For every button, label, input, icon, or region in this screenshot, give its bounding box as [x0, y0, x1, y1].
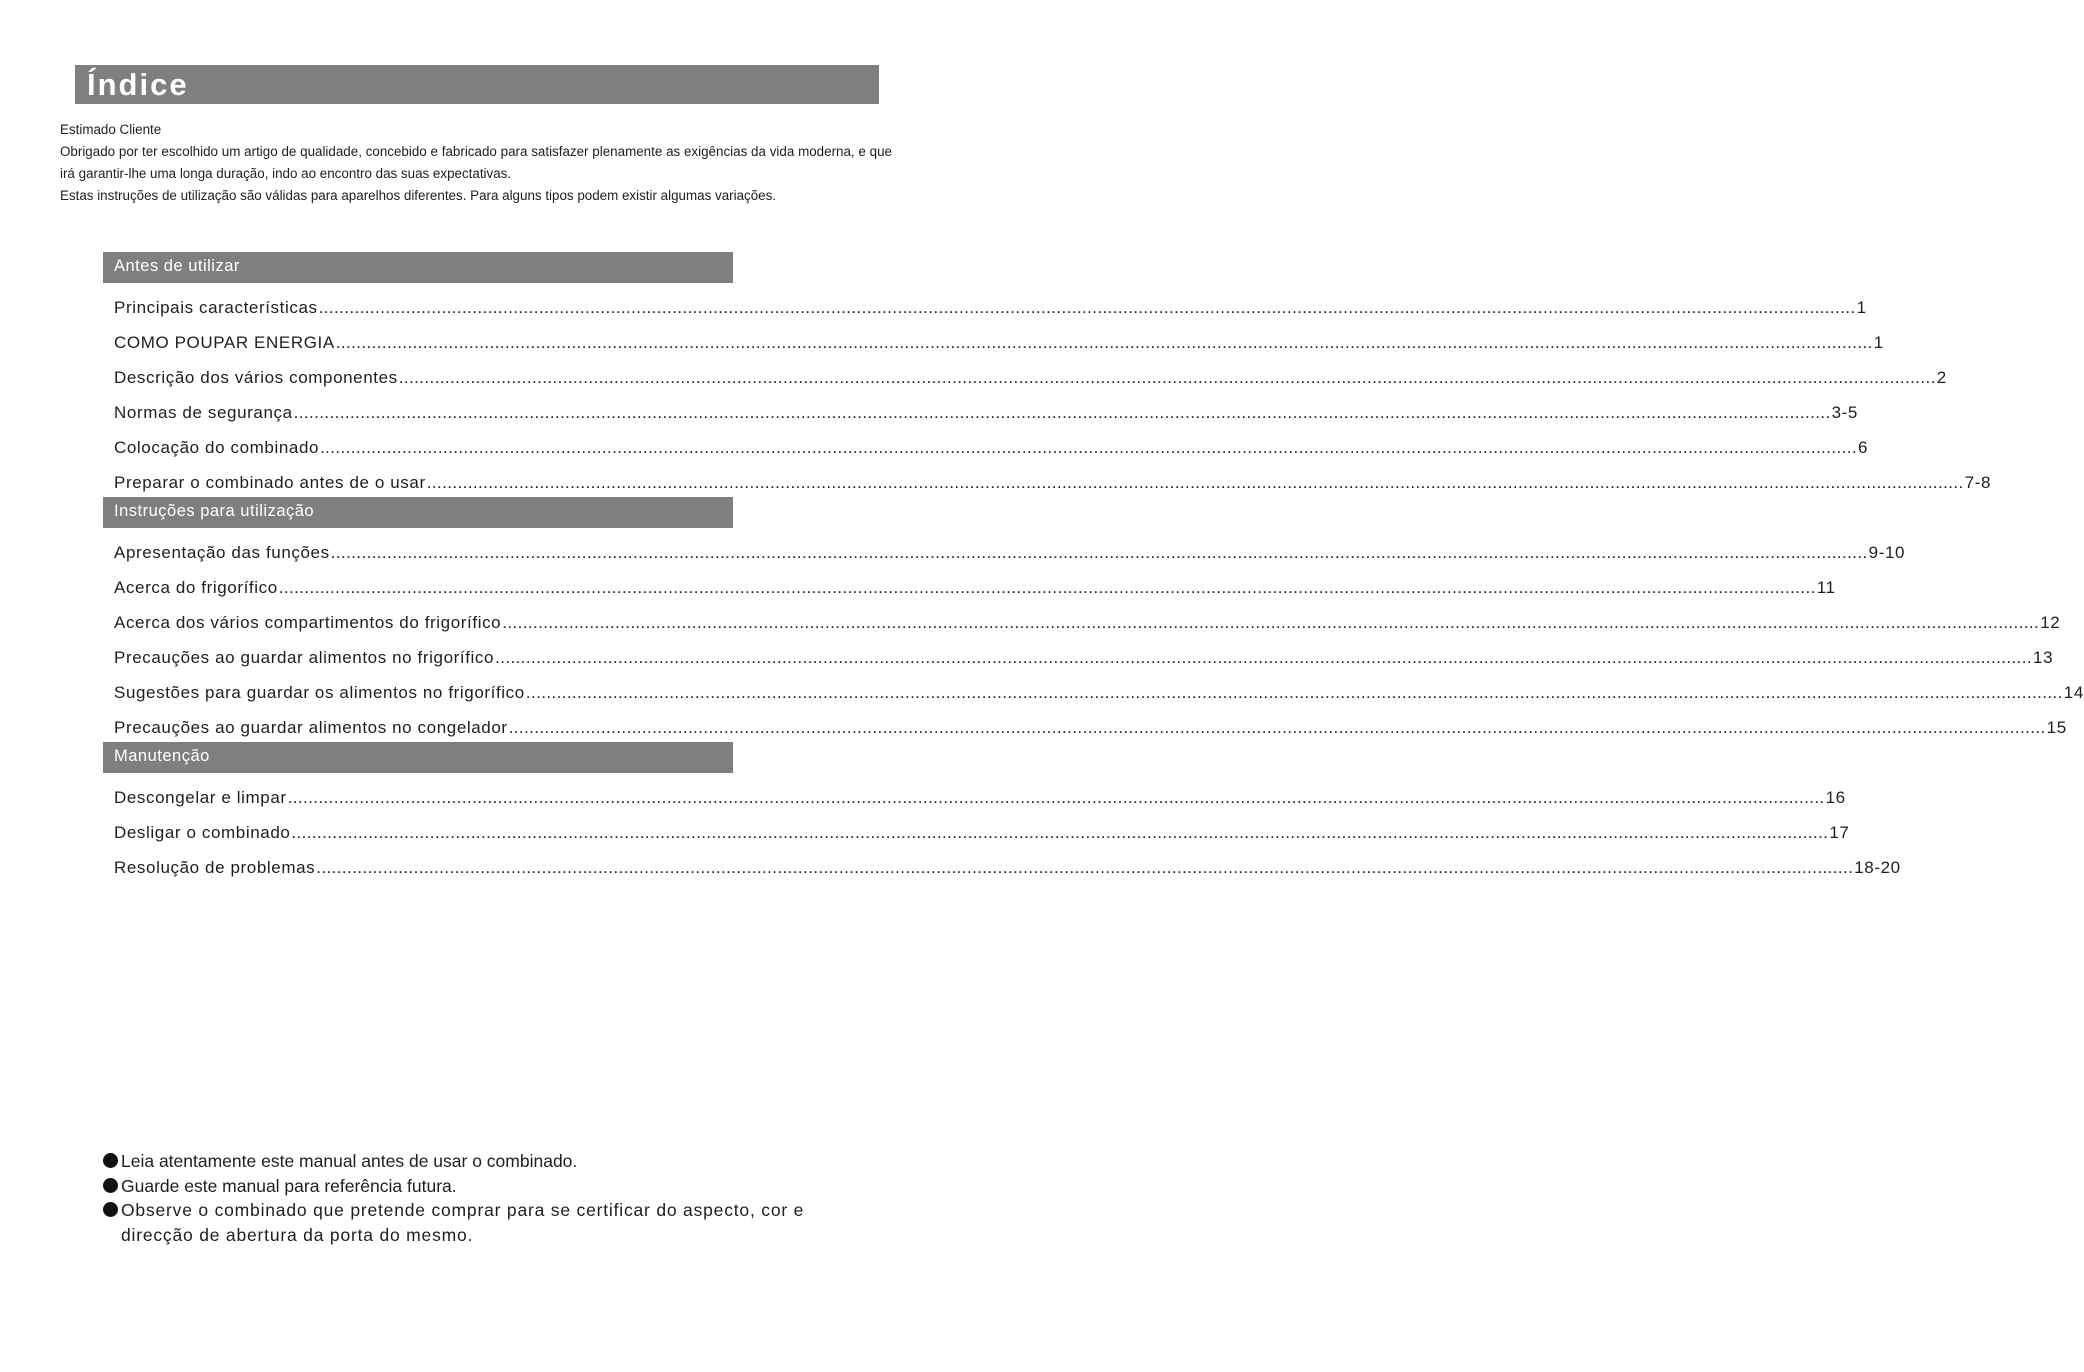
- page-title: Índice: [87, 67, 189, 102]
- toc-entry-page: 3-5: [1831, 403, 1858, 422]
- toc-entry[interactable]: [103, 808, 1850, 843]
- toc-entry-label: Precauções ao guardar alimentos no congelador: [114, 718, 508, 737]
- toc-section-heading: Antes de utilizar: [103, 252, 733, 283]
- toc-leader-dots: ............................................................................................................................................................................................................................................................................................................: [426, 473, 1964, 492]
- toc-leader-dots: ............................................................................................................................................................................................................................................................................................................: [525, 683, 2063, 702]
- toc-section-heading: Manutenção: [103, 742, 733, 773]
- toc-leader-dots: ............................................................................................................................................................................................................................................................................................................: [291, 823, 1829, 842]
- toc-leader-dots: ............................................................................................................................................................................................................................................................................................................: [508, 718, 2046, 737]
- toc-entry-page: 7-8: [1964, 473, 1992, 492]
- toc-entry-page: 16: [1825, 788, 1846, 807]
- toc-entry-page: 11: [1816, 578, 1836, 597]
- toc-entry[interactable]: [103, 633, 2054, 668]
- toc-entry-page: 2: [1936, 368, 1947, 387]
- toc-entry[interactable]: [103, 668, 2084, 703]
- toc-entry-page: 1: [1873, 333, 1884, 352]
- toc-entry-page: 13: [2033, 648, 2054, 667]
- toc-entry-page: 14: [2063, 683, 2084, 702]
- toc-entry[interactable]: [103, 423, 1869, 458]
- toc-entry-page: 18-20: [1854, 858, 1901, 877]
- toc-leader-dots: ............................................................................................................................................................................................................................................................................................................: [502, 613, 2040, 632]
- toc-leader-dots: ............................................................................................................................................................................................................................................................................................................: [293, 403, 1831, 422]
- toc-entry-label: Descongelar e limpar: [114, 788, 287, 807]
- toc-entry[interactable]: [103, 703, 2067, 738]
- toc-entry-label: Preparar o combinado antes de o usar: [114, 473, 426, 492]
- toc-entry-label: Desligar o combinado: [114, 823, 291, 842]
- toc-leader-dots: ............................................................................................................................................................................................................................................................................................................: [278, 578, 1816, 597]
- note-text: Leia atentamente este manual antes de usar o combinado.: [121, 1151, 578, 1171]
- page-title-bar: [75, 65, 879, 104]
- toc-entry-label: Acerca dos vários compartimentos do frigorífico: [114, 613, 502, 632]
- toc-entry[interactable]: [103, 843, 1901, 878]
- toc-entry-label: Principais características: [114, 298, 318, 317]
- note-item: [103, 1149, 863, 1174]
- intro-paragraph-1: Obrigado por ter escolhido um artigo de qualidade, concebido e fabricado para satisfazer plenamente as exigências da vida moderna, e que irá garantir-lhe uma longa duração, indo ao encontro das suas expectativas.: [60, 144, 892, 181]
- toc-entry-page: 17: [1829, 823, 1850, 842]
- toc-section-heading: Instruções para utilização: [103, 497, 733, 528]
- note-item: [103, 1198, 863, 1247]
- table-of-contents: [103, 252, 2084, 878]
- bullet-icon: [103, 1178, 118, 1193]
- intro-greeting: Estimado Cliente: [60, 122, 162, 137]
- toc-entry-page: 12: [2040, 613, 2061, 632]
- toc-leader-dots: ............................................................................................................................................................................................................................................................................................................: [330, 543, 1868, 562]
- intro-paragraph-2: Estas instruções de utilização são válidas para aparelhos diferentes. Para alguns tipos podem existir algumas variações.: [60, 188, 777, 203]
- toc-leader-dots: ............................................................................................................................................................................................................................................................................................................: [335, 333, 1873, 352]
- toc-entry[interactable]: [103, 598, 2061, 633]
- toc-entry-page: 6: [1858, 438, 1869, 457]
- toc-entry-label: Colocação do combinado: [114, 438, 320, 457]
- toc-leader-dots: ............................................................................................................................................................................................................................................................................................................: [320, 438, 1858, 457]
- toc-entry-label: Resolução de problemas: [114, 858, 316, 877]
- toc-entry-label: Precauções ao guardar alimentos no frigorífico: [114, 648, 495, 667]
- toc-entry-label: COMO POUPAR ENERGIA: [114, 333, 335, 352]
- note-text: Guarde este manual para referência futura.: [121, 1175, 457, 1196]
- note-text: Observe o combinado que pretende comprar para se certificar do aspecto, cor e direcção de abertura da porta do mesmo.: [121, 1200, 805, 1245]
- toc-entry-page: 9-10: [1868, 543, 1906, 562]
- toc-leader-dots: ............................................................................................................................................................................................................................................................................................................: [287, 788, 1825, 807]
- toc-entry[interactable]: [103, 458, 1992, 493]
- toc-entry-label: Normas de segurança: [114, 403, 293, 422]
- toc-leader-dots: ............................................................................................................................................................................................................................................................................................................: [316, 858, 1854, 877]
- toc-leader-dots: ............................................................................................................................................................................................................................................................................................................: [398, 368, 1936, 387]
- toc-entry-label: Apresentação das funções: [114, 543, 330, 562]
- toc-entry[interactable]: [103, 283, 1867, 318]
- toc-leader-dots: ............................................................................................................................................................................................................................................................................................................: [318, 298, 1856, 317]
- intro-text: [60, 119, 892, 207]
- bullet-icon: [103, 1153, 118, 1168]
- toc-entry-page: 1: [1856, 298, 1867, 317]
- toc-entry[interactable]: [103, 388, 1858, 423]
- toc-entry-page: 15: [2046, 718, 2067, 737]
- toc-entry[interactable]: [103, 528, 1906, 563]
- toc-leader-dots: ............................................................................................................................................................................................................................................................................................................: [495, 648, 2033, 667]
- toc-entry-label: Descrição dos vários componentes: [114, 368, 398, 387]
- notes-list: [103, 1149, 863, 1247]
- toc-entry-label: Acerca do frigorífico: [114, 578, 278, 597]
- toc-entry[interactable]: [103, 353, 1947, 388]
- toc-entry[interactable]: [103, 318, 1884, 353]
- note-item: [103, 1174, 863, 1199]
- toc-entry[interactable]: [103, 773, 1846, 808]
- bullet-icon: [103, 1202, 118, 1217]
- toc-entry[interactable]: [103, 563, 1836, 598]
- toc-entry-label: Sugestões para guardar os alimentos no frigorífico: [114, 683, 525, 702]
